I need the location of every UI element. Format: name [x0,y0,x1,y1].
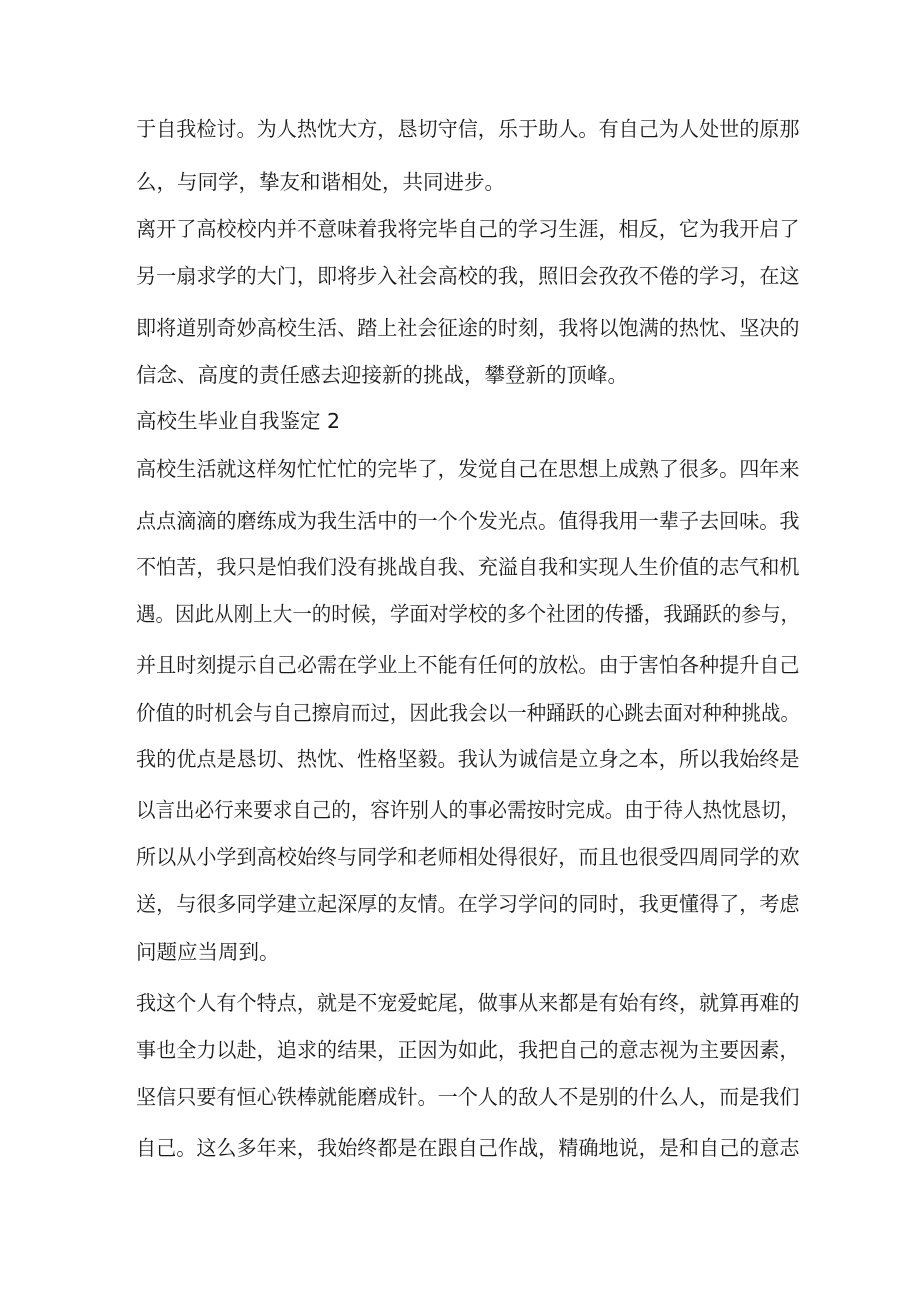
text-line: 并且时刻提示自己必需在学业上不能有任何的放松。由于害怕各种提升自己 [136,653,800,677]
text-line: 即将道别奇妙高校生活、踏上社会征途的时刻，我将以饱满的热忱、坚决的 [136,316,800,340]
text-line: 遇。因此从刚上大一的时候，学面对学校的多个社团的传播，我踊跃的参与， [136,602,801,626]
text-line: 于自我检讨。为人热忱大方，恳切守信，乐于助人。有自己为人处世的原那 [136,117,800,141]
text-line: 另一扇求学的大门，即将步入社会高校的我，照旧会孜孜不倦的学习，在这 [136,264,800,288]
section-heading: 高校生毕业自我鉴定 2 [136,409,341,433]
text-line: 坚信只要有恒心铁棒就能磨成针。一个人的敌人不是别的什么人，而是我们 [136,1085,800,1109]
text-line: 离开了高校校内并不意味着我将完毕自己的学习生涯，相反，它为我开启了 [136,217,800,241]
text-line: 问题应当周到。 [136,940,280,964]
text-line: 送，与很多同学建立起深厚的友情。在学习学问的同时，我更懂得了，考虑 [136,892,800,916]
text-line: 么，与同学，挚友和谐相处，共同进步。 [136,170,505,194]
text-line: 以言出必行来要求自己的，容许别人的事必需按时完成。由于待人热忱恳切， [136,798,801,822]
text-line: 我这个人有个特点，就是不宠爱蛇尾，做事从来都是有始有终，就算再难的 [136,991,800,1015]
text-line: 我的优点是恳切、热忱、性格坚毅。我认为诚信是立身之本，所以我始终是 [136,747,800,771]
text-line: 事也全力以赴，追求的结果，正因为如此，我把自己的意志视为主要因素， [136,1038,800,1062]
text-line: 不怕苦，我只是怕我们没有挑战自我、充溢自我和实现人生价值的志气和机 [136,555,800,579]
text-line: 自己。这么多年来，我始终都是在跟自己作战，精确地说，是和自己的意志 [136,1136,800,1160]
text-line: 信念、高度的责任感去迎接新的挑战，攀登新的顶峰。 [136,363,628,387]
text-line: 所以从小学到高校始终与同学和老师相处得很好，而且也很受四周同学的欢 [136,845,800,869]
text-line: 高校生活就这样匆忙忙忙的完毕了，发觉自己在思想上成熟了很多。四年来 [136,457,800,481]
text-line: 点点滴滴的磨练成为我生活中的一个个发光点。值得我用一辈子去回味。我 [136,509,800,533]
text-line: 价值的时机会与自己擦肩而过，因此我会以一种踊跃的心跳去面对种种挑战。 [136,701,801,725]
